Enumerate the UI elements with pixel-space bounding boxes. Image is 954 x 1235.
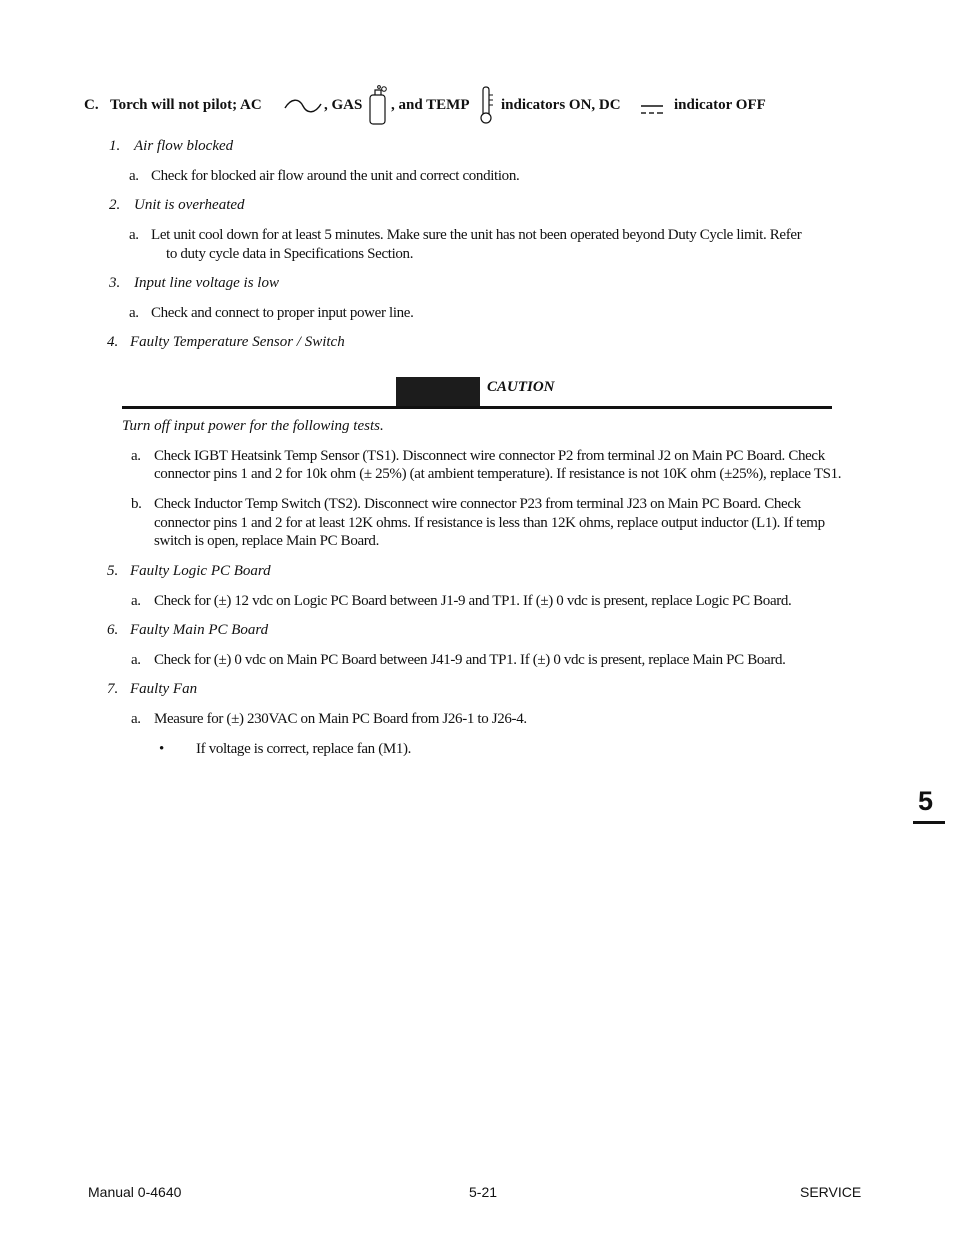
step-text-line: connector pins 1 and 2 for 10k ohm (± 25%) (at ambient temperature). If resistance is not 10K ohm (±25%), replace TS1. (154, 466, 842, 482)
step-letter: a. (131, 448, 141, 464)
item-title: Faulty Main PC Board (130, 622, 269, 638)
step-letter: b. (131, 496, 142, 512)
item-number: 3. (109, 275, 121, 291)
heading-text-part3: , and TEMP (391, 97, 470, 113)
step-text: Measure for (±) 230VAC on Main PC Board from J26-1 to J26-4. (154, 711, 527, 727)
thermometer-icon (477, 86, 497, 126)
gas-cylinder-icon (367, 85, 389, 127)
step-text-line: Let unit cool down for at least 5 minutes. Make sure the unit has not been operated beyond Duty Cycle limit. Refer (151, 227, 802, 243)
item-title: Air flow blocked (134, 138, 234, 154)
heading-text-part2: , GAS (324, 97, 363, 113)
caution-black-box (396, 377, 480, 406)
step-text-line: switch is open, replace Main PC Board. (154, 533, 379, 549)
item-number: 1. (109, 138, 121, 154)
item-number: 7. (107, 681, 119, 697)
item-number: 6. (107, 622, 119, 638)
heading-text-part4: indicators ON, DC (501, 97, 621, 113)
step-text: Check for (±) 12 vdc on Logic PC Board between J1-9 and TP1. If (±) 0 vdc is present, replace Logic PC Board. (154, 593, 792, 609)
heading-text-part1: Torch will not pilot; AC (110, 97, 262, 113)
step-letter: a. (131, 652, 141, 668)
footer-manual-number: Manual 0-4640 (88, 1184, 182, 1200)
step-letter: a. (131, 711, 141, 727)
item-number: 4. (107, 334, 119, 350)
section-label: C. (84, 97, 99, 113)
item-title: Faulty Fan (130, 681, 198, 697)
step-text: Check and connect to proper input power line. (151, 305, 414, 321)
item-title: Faulty Temperature Sensor / Switch (130, 334, 345, 350)
step-text-line: connector pins 1 and 2 for at least 12K ohms. If resistance is less than 12K ohms, replace output inductor (L1). If temp (154, 515, 825, 531)
caution-note: Turn off input power for the following tests. (122, 418, 384, 434)
step-text: Check for blocked air flow around the unit and correct condition. (151, 168, 520, 184)
item-title: Unit is overheated (134, 197, 245, 213)
step-text-line: Check IGBT Heatsink Temp Sensor (TS1). Disconnect wire connector P2 from terminal J2 on Main PC Board. Check (154, 448, 825, 464)
step-text: Check for (±) 0 vdc on Main PC Board between J41-9 and TP1. If (±) 0 vdc is present, replace Main PC Board. (154, 652, 786, 668)
bullet-text: If voltage is correct, replace fan (M1). (196, 741, 412, 757)
ac-wave-icon (283, 99, 323, 113)
section-tab-number: 5 (918, 786, 934, 816)
heading-text-part5: indicator OFF (674, 97, 766, 113)
dc-symbol-icon (639, 102, 665, 116)
footer-page-number: 5-21 (469, 1184, 498, 1200)
item-title: Faulty Logic PC Board (130, 563, 271, 579)
bullet-icon: • (159, 741, 164, 757)
section-tab-rule (913, 821, 945, 824)
step-letter: a. (129, 305, 139, 321)
step-text-line: to duty cycle data in Specifications Section. (166, 246, 414, 262)
item-number: 5. (107, 563, 119, 579)
step-text-line: Check Inductor Temp Switch (TS2). Disconnect wire connector P23 from terminal J23 on Main PC Board. Check (154, 496, 801, 512)
footer-section-name: SERVICE (800, 1184, 862, 1200)
step-letter: a. (129, 168, 139, 184)
step-letter: a. (131, 593, 141, 609)
caution-label: CAUTION (487, 379, 555, 395)
caution-rule (122, 406, 832, 409)
item-title: Input line voltage is low (134, 275, 279, 291)
item-number: 2. (109, 197, 121, 213)
step-letter: a. (129, 227, 139, 243)
